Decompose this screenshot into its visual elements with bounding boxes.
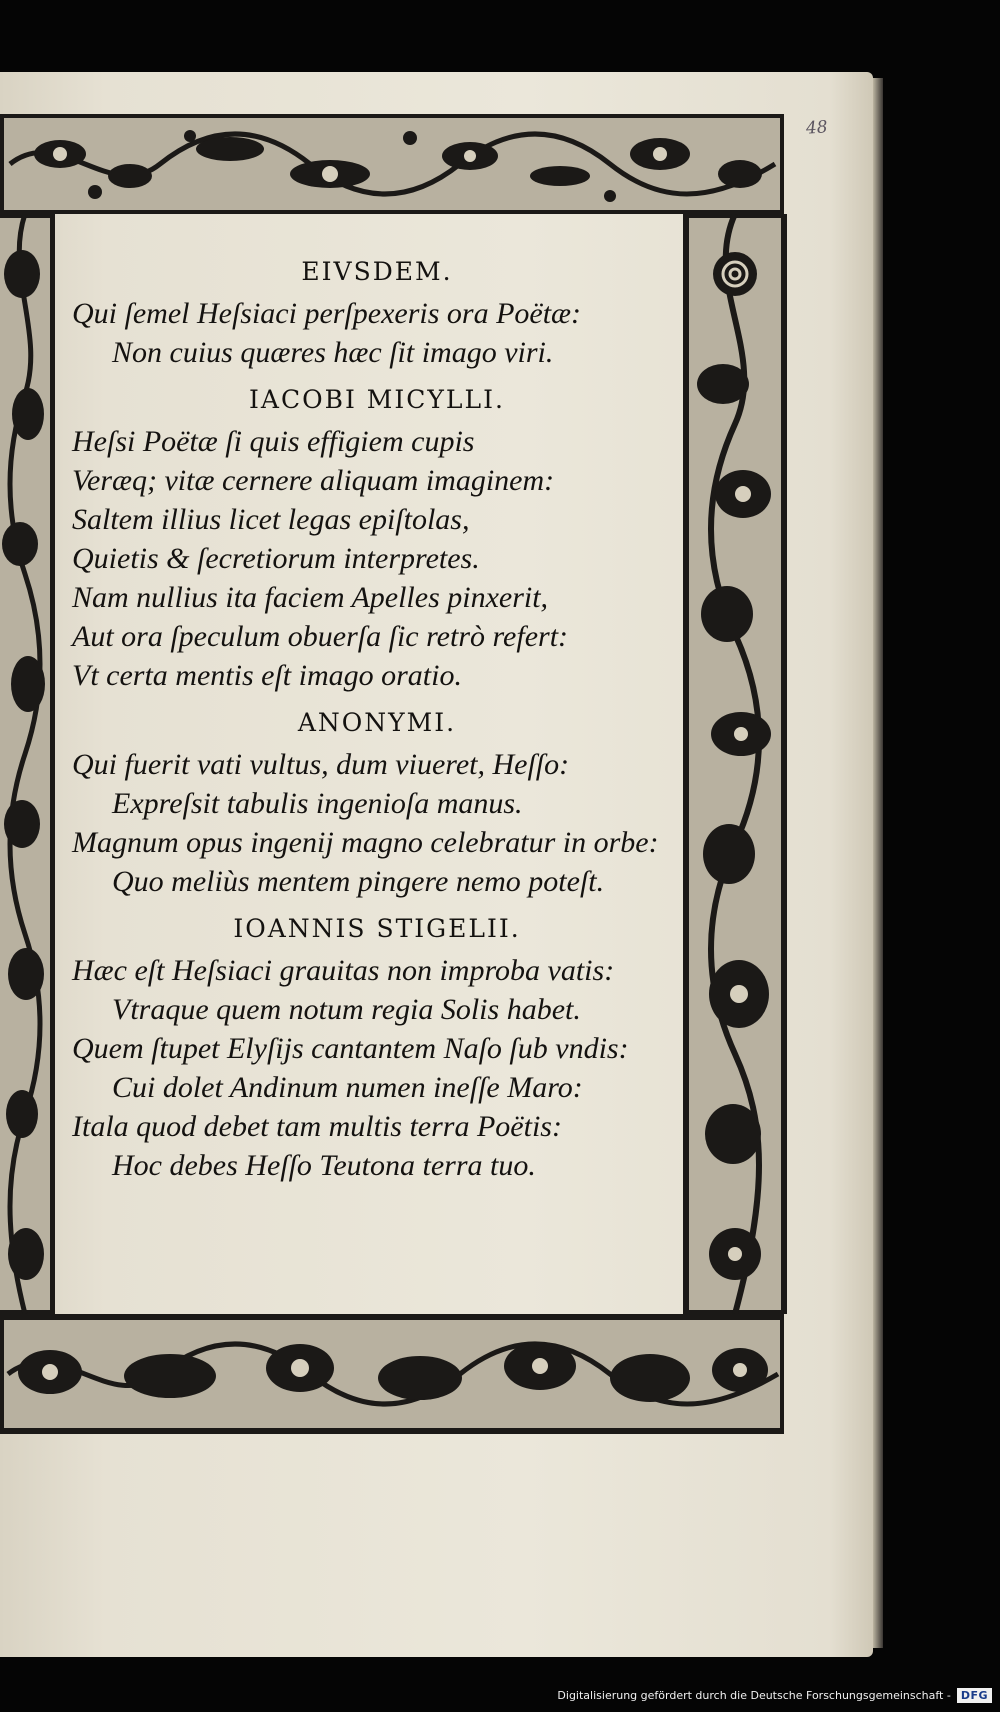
poem-text-block xyxy=(72,250,682,1191)
section-heading: EIVSDEM. xyxy=(301,257,453,286)
verse-line: Aut ora ſpeculum obuerſa ſic retrò refert: xyxy=(72,620,569,653)
verse-line: Itala quod debet tam multis terra Poëtis: xyxy=(72,1110,562,1143)
poem-section xyxy=(72,701,682,907)
poem-section xyxy=(72,907,682,1191)
verse-line: Non cuius quæres hæc ſit imago viri. xyxy=(112,336,554,369)
verse-line: Saltem illius licet legas epiſtolas, xyxy=(72,503,470,536)
ornament-border-right xyxy=(683,214,787,1314)
footer-credit xyxy=(557,1684,992,1706)
page-edge xyxy=(873,78,883,1648)
dfg-logo: DFG xyxy=(957,1688,992,1703)
verse-line: Veræq; vitæ cernere aliquam imaginem: xyxy=(72,464,555,497)
verse-line: Hoc debes Heſſo Teutona terra tuo. xyxy=(112,1149,536,1182)
poem-section xyxy=(72,250,682,378)
verse-line: Quo meliùs mentem pingere nemo poteſt. xyxy=(112,865,605,898)
section-heading: ANONYMI. xyxy=(297,708,457,737)
verse-line: Vtraque quem notum regia Solis habet. xyxy=(112,993,581,1026)
ornament-border-bottom xyxy=(0,1314,784,1434)
verse-line: Qui fuerit vati vultus, dum viueret, Heſſo: xyxy=(72,748,570,781)
verse-line: Expreſsit tabulis ingenioſa manus. xyxy=(112,787,523,820)
verse-line: Qui ſemel Heſsiaci perſpexeris ora Poëtæ: xyxy=(72,297,582,330)
verse-line: Hæc eſt Heſsiaci grauitas non improba vatis: xyxy=(72,954,615,987)
verse-line: Nam nullius ita faciem Apelles pinxerit, xyxy=(72,581,549,614)
poem-section xyxy=(72,378,682,701)
verse-line: Magnum opus ingenij magno celebratur in orbe: xyxy=(72,826,659,859)
folio-number: 48 xyxy=(805,117,829,139)
verse-line: Cui dolet Andinum numen ineſſe Maro: xyxy=(112,1071,583,1104)
section-spacer xyxy=(72,1185,682,1191)
ornament-border-top xyxy=(0,114,784,214)
verse-line: Quietis & ſecretiorum interpretes. xyxy=(72,542,480,575)
verse-line: Quem ſtupet Elyſijs cantantem Naſo ſub vndis: xyxy=(72,1032,629,1065)
ornament-border-left xyxy=(0,214,55,1314)
footer-credit-text: Digitalisierung gefördert durch die Deutsche Forschungsgemeinschaft - xyxy=(557,1688,951,1702)
verse-line: Vt certa mentis eſt imago oratio. xyxy=(72,659,462,692)
verse-line: Heſsi Poëtæ ſi quis effigiem cupis xyxy=(72,425,475,458)
section-heading: IOANNIS STIGELII. xyxy=(233,914,521,943)
section-heading: IACOBI MICYLLI. xyxy=(249,385,505,414)
